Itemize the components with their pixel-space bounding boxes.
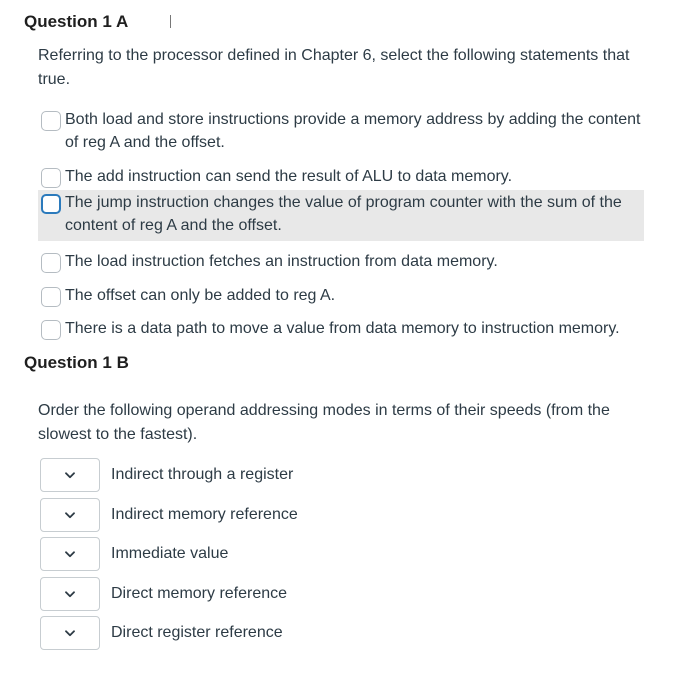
option-2[interactable]	[38, 164, 644, 188]
option-1[interactable]	[38, 107, 644, 154]
checkbox-icon[interactable]	[41, 194, 61, 214]
option-label: The jump instruction changes the value of program counter with the sum of the content of reg A and the offset.	[65, 194, 622, 234]
question-1b-prompt: Order the following operand addressing modes in terms of their speeds (from the slowest to the fastest).	[38, 402, 610, 443]
chevron-down-icon	[65, 551, 75, 558]
option-5[interactable]	[38, 283, 644, 307]
order-item-4	[40, 577, 287, 611]
chevron-down-icon	[65, 591, 75, 598]
order-item-5	[40, 616, 283, 650]
checkbox-icon[interactable]	[41, 287, 61, 307]
order-item-1	[40, 458, 293, 492]
order-select-dropdown[interactable]	[40, 616, 100, 650]
option-4[interactable]	[38, 249, 644, 273]
order-select-dropdown[interactable]	[40, 498, 100, 532]
option-label: The add instruction can send the result of ALU to data memory.	[65, 168, 513, 185]
order-select-dropdown[interactable]	[40, 537, 100, 571]
checkbox-icon[interactable]	[41, 168, 61, 188]
question-1a-title: Question 1 A	[24, 12, 129, 31]
order-item-label: Immediate value	[111, 545, 229, 562]
text-cursor-icon	[170, 15, 171, 28]
order-item-label: Indirect memory reference	[111, 506, 298, 523]
option-label: There is a data path to move a value from data memory to instruction memory.	[65, 320, 620, 337]
chevron-down-icon	[65, 472, 75, 479]
checkbox-icon[interactable]	[41, 320, 61, 340]
order-select-dropdown[interactable]	[40, 458, 100, 492]
option-label: The load instruction fetches an instruction from data memory.	[65, 253, 498, 270]
option-label: The offset can only be added to reg A.	[65, 287, 336, 304]
order-item-label: Direct register reference	[111, 624, 283, 641]
order-item-2	[40, 498, 298, 532]
question-1a-heading	[24, 12, 171, 32]
order-item-label: Direct memory reference	[111, 585, 288, 602]
option-label: Both load and store instructions provide a memory address by adding the content of reg A and the offset.	[65, 111, 641, 151]
option-3[interactable]	[38, 190, 644, 241]
question-1a-prompt: Referring to the processor defined in Chapter 6, select the following statements that true.	[38, 47, 630, 88]
option-6[interactable]	[38, 316, 644, 340]
chevron-down-icon	[65, 512, 75, 519]
chevron-down-icon	[65, 630, 75, 637]
checkbox-icon[interactable]	[41, 111, 61, 131]
order-select-dropdown[interactable]	[40, 577, 100, 611]
question-1b-heading: Question 1 B	[24, 353, 129, 372]
checkbox-icon[interactable]	[41, 253, 61, 273]
order-item-label: Indirect through a register	[111, 466, 294, 483]
order-item-3	[40, 537, 228, 571]
